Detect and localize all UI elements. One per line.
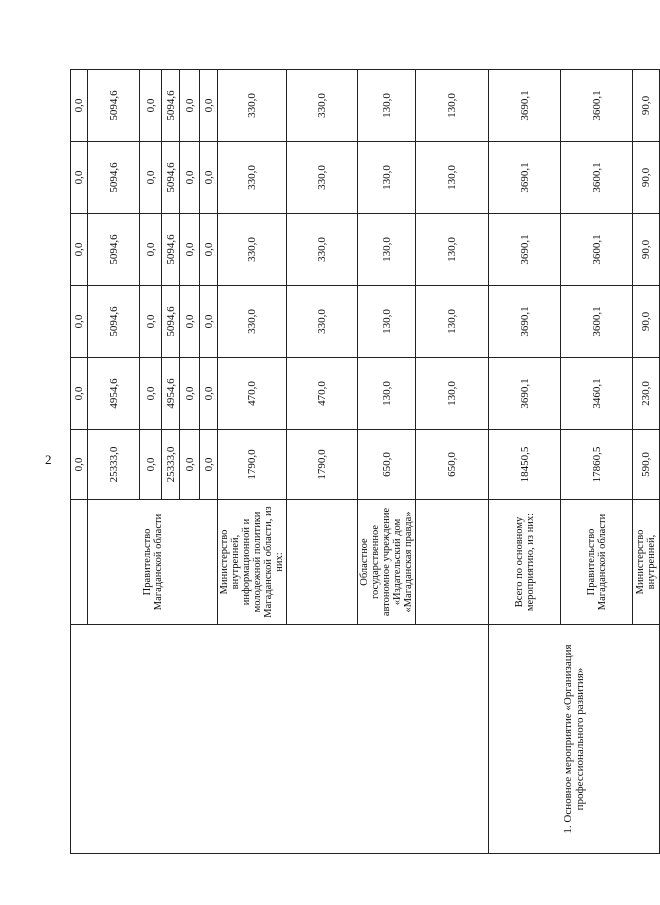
value-cell: 25333,0: [88, 430, 140, 500]
value-cell: 5094,6: [88, 142, 140, 214]
value-cell: 0,0: [200, 286, 218, 358]
value-cell: 5094,6: [88, 70, 140, 142]
value-cell: 0,0: [140, 430, 162, 500]
executor-cell: Правительство Магаданской области: [561, 500, 633, 625]
value-cell: 4954,6: [162, 358, 180, 430]
value-cell: 3600,1: [561, 70, 633, 142]
value-cell: 0,0: [180, 214, 200, 286]
value-cell: 5094,6: [88, 214, 140, 286]
value-cell: 0,0: [140, 286, 162, 358]
executor-cell: Областное государственное автономное учреждение «Издательский дом «Магаданская правда»: [358, 500, 416, 625]
value-cell: 0,0: [180, 142, 200, 214]
value-cell: 0,0: [140, 214, 162, 286]
value-cell: 5094,6: [162, 214, 180, 286]
value-cell: 130,0: [416, 358, 489, 430]
value-cell: 650,0: [358, 430, 416, 500]
value-cell: 130,0: [358, 214, 416, 286]
measure-title-cell: [71, 625, 489, 854]
executor-cell: [71, 500, 88, 625]
value-cell: 4954,6: [88, 358, 140, 430]
value-cell: 0,0: [200, 142, 218, 214]
value-cell: 130,0: [416, 70, 489, 142]
value-cell: 330,0: [287, 70, 358, 142]
value-cell: 0,0: [71, 142, 88, 214]
value-cell: 0,0: [71, 286, 88, 358]
executor-cell: Министерство внутренней, информационной и молодежной политики Магаданской области, из них:: [218, 500, 287, 625]
value-cell: 1790,0: [218, 430, 287, 500]
value-cell: 650,0: [416, 430, 489, 500]
value-cell: 0,0: [71, 358, 88, 430]
page-number: 2: [45, 452, 52, 467]
value-cell: 130,0: [416, 214, 489, 286]
value-cell: 0,0: [71, 70, 88, 142]
table-area: [70, 70, 657, 854]
value-cell: 90,0: [633, 70, 660, 142]
executor-cell: Министерство внутренней,: [633, 500, 660, 625]
value-cell: 330,0: [287, 142, 358, 214]
value-cell: 230,0: [633, 358, 660, 430]
table-body: [71, 70, 660, 854]
value-cell: 0,0: [200, 70, 218, 142]
value-cell: 25333,0: [162, 430, 180, 500]
value-cell: 130,0: [358, 142, 416, 214]
value-cell: 0,0: [200, 214, 218, 286]
table-row: [489, 70, 561, 854]
value-cell: 90,0: [633, 142, 660, 214]
value-cell: 3600,1: [561, 142, 633, 214]
value-cell: 330,0: [218, 214, 287, 286]
value-cell: 5094,6: [162, 142, 180, 214]
value-cell: 3460,1: [561, 358, 633, 430]
value-cell: 90,0: [633, 214, 660, 286]
value-cell: 0,0: [180, 286, 200, 358]
value-cell: 3690,1: [489, 142, 561, 214]
value-cell: 130,0: [358, 358, 416, 430]
table-row: [71, 70, 88, 854]
value-cell: 330,0: [287, 286, 358, 358]
value-cell: 130,0: [416, 286, 489, 358]
value-cell: 0,0: [180, 70, 200, 142]
value-cell: 90,0: [633, 286, 660, 358]
value-cell: 590,0: [633, 430, 660, 500]
value-cell: 0,0: [180, 430, 200, 500]
value-cell: 0,0: [140, 358, 162, 430]
value-cell: 330,0: [218, 70, 287, 142]
value-cell: 5094,6: [162, 286, 180, 358]
value-cell: 130,0: [358, 286, 416, 358]
value-cell: 0,0: [71, 214, 88, 286]
value-cell: 3690,1: [489, 214, 561, 286]
value-cell: 0,0: [200, 430, 218, 500]
measure-title-cell: 1. Основное мероприятие «Организация профессионального развития»: [489, 625, 660, 854]
value-cell: 17860,5: [561, 430, 633, 500]
value-cell: 130,0: [358, 70, 416, 142]
value-cell: 330,0: [218, 286, 287, 358]
value-cell: 0,0: [140, 70, 162, 142]
executor-cell: [287, 500, 358, 625]
value-cell: 470,0: [218, 358, 287, 430]
value-cell: 0,0: [140, 142, 162, 214]
value-cell: 18450,5: [489, 430, 561, 500]
value-cell: 330,0: [218, 142, 287, 214]
budget-table: [70, 69, 660, 854]
value-cell: 3690,1: [489, 286, 561, 358]
value-cell: 5094,6: [162, 70, 180, 142]
value-cell: 130,0: [416, 142, 489, 214]
value-cell: 3600,1: [561, 214, 633, 286]
value-cell: 3600,1: [561, 286, 633, 358]
value-cell: 3690,1: [489, 70, 561, 142]
value-cell: 0,0: [200, 358, 218, 430]
value-cell: 0,0: [71, 430, 88, 500]
value-cell: 5094,6: [88, 286, 140, 358]
executor-cell: [416, 500, 489, 625]
value-cell: 3690,1: [489, 358, 561, 430]
executor-cell: Правительство Магаданской области: [88, 500, 218, 625]
value-cell: 470,0: [287, 358, 358, 430]
value-cell: 330,0: [287, 214, 358, 286]
value-cell: 1790,0: [287, 430, 358, 500]
executor-cell: Всего по основному мероприятию, из них:: [489, 500, 561, 625]
value-cell: 0,0: [180, 358, 200, 430]
